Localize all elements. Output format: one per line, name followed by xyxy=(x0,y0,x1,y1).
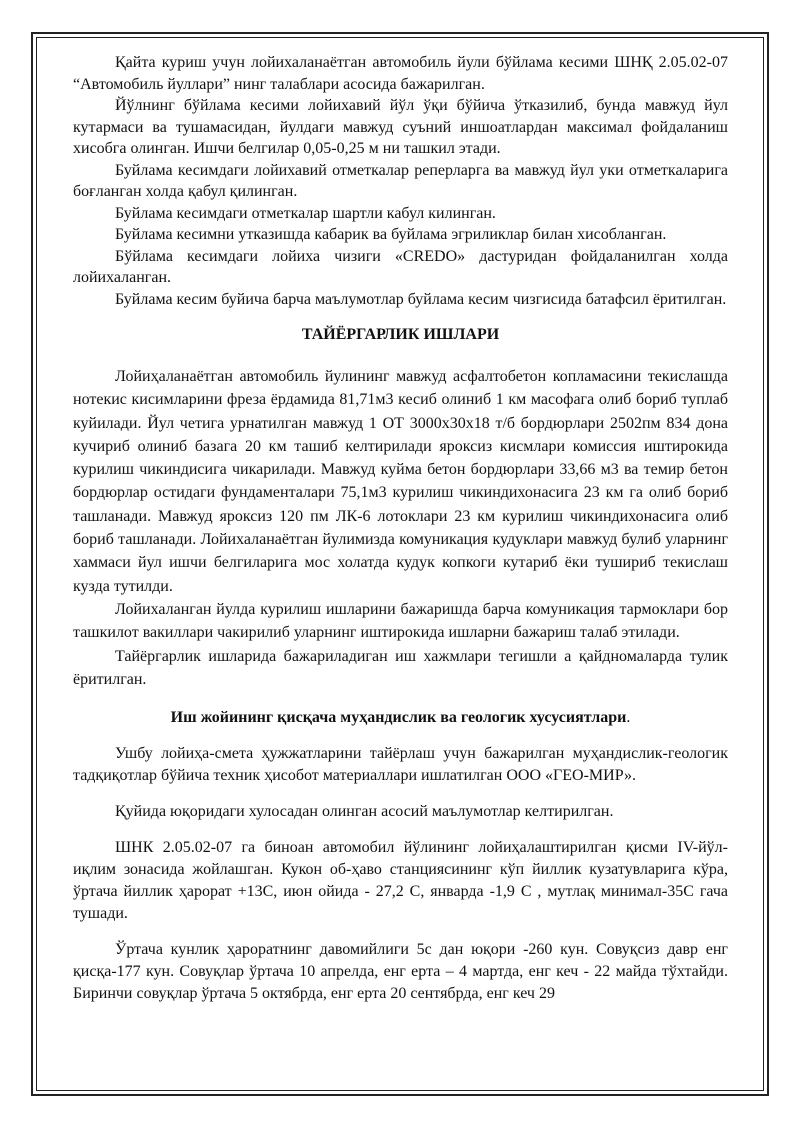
paragraph: Буйлама кесим буйича барча маълумотлар буйлама кесим чизгисида батафсил ёритилган. xyxy=(115,290,727,308)
paragraph: Қуйида юқоридаги хулосадан олинган асосий маълумотлар келтирилган. xyxy=(115,803,614,821)
paragraph: Лойихаланган йулда курилиш ишларини бажаришда барча комуникация тармоклари бор ташкилот вакиллари чакирилиб уларнинг иштирокида ишларни бажариш талаб этилади. xyxy=(73,600,728,642)
paragraph: Бўйлама кесимдаги лойиха чизиги «CREDO» дастуридан фойдаланилган холда лойихаланган. xyxy=(73,247,728,286)
section-heading-engineering-geology xyxy=(73,709,728,727)
paragraph: Буйлама кесимдаги отметкалар шартли кабул килинган. xyxy=(115,204,496,222)
section-engineering-geology xyxy=(73,743,728,1005)
paragraph: ШНК 2.05.02-07 га биноан автомобил йўлининг лойиҳалаштирилган қисми IV-йўл-иқлим зонасида жойлашган. Кукон об-ҳаво станциясининг кўп йиллик кузатувларига кўра, ўртача йиллик ҳарорат +13С, июн ойида - 27,2 С, январда -1,9 С , мутлақ минимал-35С гача тушади. xyxy=(73,839,728,923)
document-body xyxy=(73,52,728,1005)
paragraph: Буйлама кесимни утказишда кабарик ва буйлама эгриликлар билан хисобланган. xyxy=(115,226,667,243)
paragraph: Йўлнинг бўйлама кесими лойихавий йўл ўқи бўйича ўтказилиб, бунда мавжуд йул кутармаси ва тушамасидан, йулдаги мавжуд суъний иншоатлардан максимал фойдаланиш хисобга олинган. Ишчи белгилар 0,05-0,25 м ни ташкил этади. xyxy=(73,97,728,157)
section-preparatory-works xyxy=(73,365,728,691)
heading-text: Иш жойининг қисқача муҳандислик ва геологик хусусиятлари xyxy=(170,709,627,727)
section-longitudinal-profile xyxy=(73,52,728,310)
paragraph: Тайёргарлик ишларида бажариладиган иш хажмлари тегишли а қайдномаларда тулик ёритилган. xyxy=(73,647,728,688)
paragraph: Буйлама кесимдаги лойихавий отметкалар реперларга ва мавжуд йул уки отметкаларига боғланган холда қабул қилинган. xyxy=(73,161,728,200)
section-heading-preparatory-works: ТАЙЁРГАРЛИК ИШЛАРИ xyxy=(301,326,500,343)
paragraph: Қайта куриш учун лойихаланаётган автомобиль йули бўйлама кесими ШНҚ 2.05.02-07 “Автомобиль йуллари” нинг талаблари асосида бажарилган. xyxy=(73,54,728,93)
paragraph: Ўртача кунлик ҳароратнинг давомийлиги 5с дан юқори -260 кун. Совуқсиз давр енг қисқа-177 кун. Совуқлар ўртача 10 апрелда, енг ерта – 4 мартда, енг кеч - 22 майда тўхтайди. Биринчи совуқлар ўртача 5 октябрда, енг ерта 20 сентябрда, енг кеч 29 xyxy=(73,941,728,1003)
heading-suffix: . xyxy=(626,709,631,727)
paragraph: Ушбу лойиҳа-смета ҳужжатларини тайёрлаш учун бажарилган муҳандислик-геологик тадқиқотлар бўйича техник ҳисобот материаллари ишлатилган ООО «ГЕО-МИР». xyxy=(73,745,728,785)
paragraph: Лойиҳаланаётган автомобиль йулининг мавжуд асфалтобетон копламасини текислашда нотекис кисимларини фреза ёрдамида 81,71м3 кесиб олиниб 1 км масофага олиб бориб туплаб куйилади. Йул четига урнатилган мавжуд 1 ОТ 3000х30х18 т/б бордюрлари 2502пм 834 дона кучириб олиниб базага 20 км ташиб келтирилади яроксиз кисмлари комиссия иштирокида курилиш чикиндисига чикарилади. Мавжуд куйма бетон бордюрлари 33,66 м3 ва темир бетон бордюрлар остидаги фундаменталари 75,1м3 курилиш чикиндихонасига 23 км га олиб бориб ташланади. Мавжуд яроксиз 120 пм ЛК-6 лотоклари 23 км курилиш чикиндихонасига олиб бориб ташланади. Лойихаланаётган йулимизда комуникация кудуклари мавжуд булиб уларнинг хаммаси йул ишчи белгиларига мос холатда кудук копкоги кутариб ёки тушириб текислаш кузда тутилди. xyxy=(73,368,728,595)
